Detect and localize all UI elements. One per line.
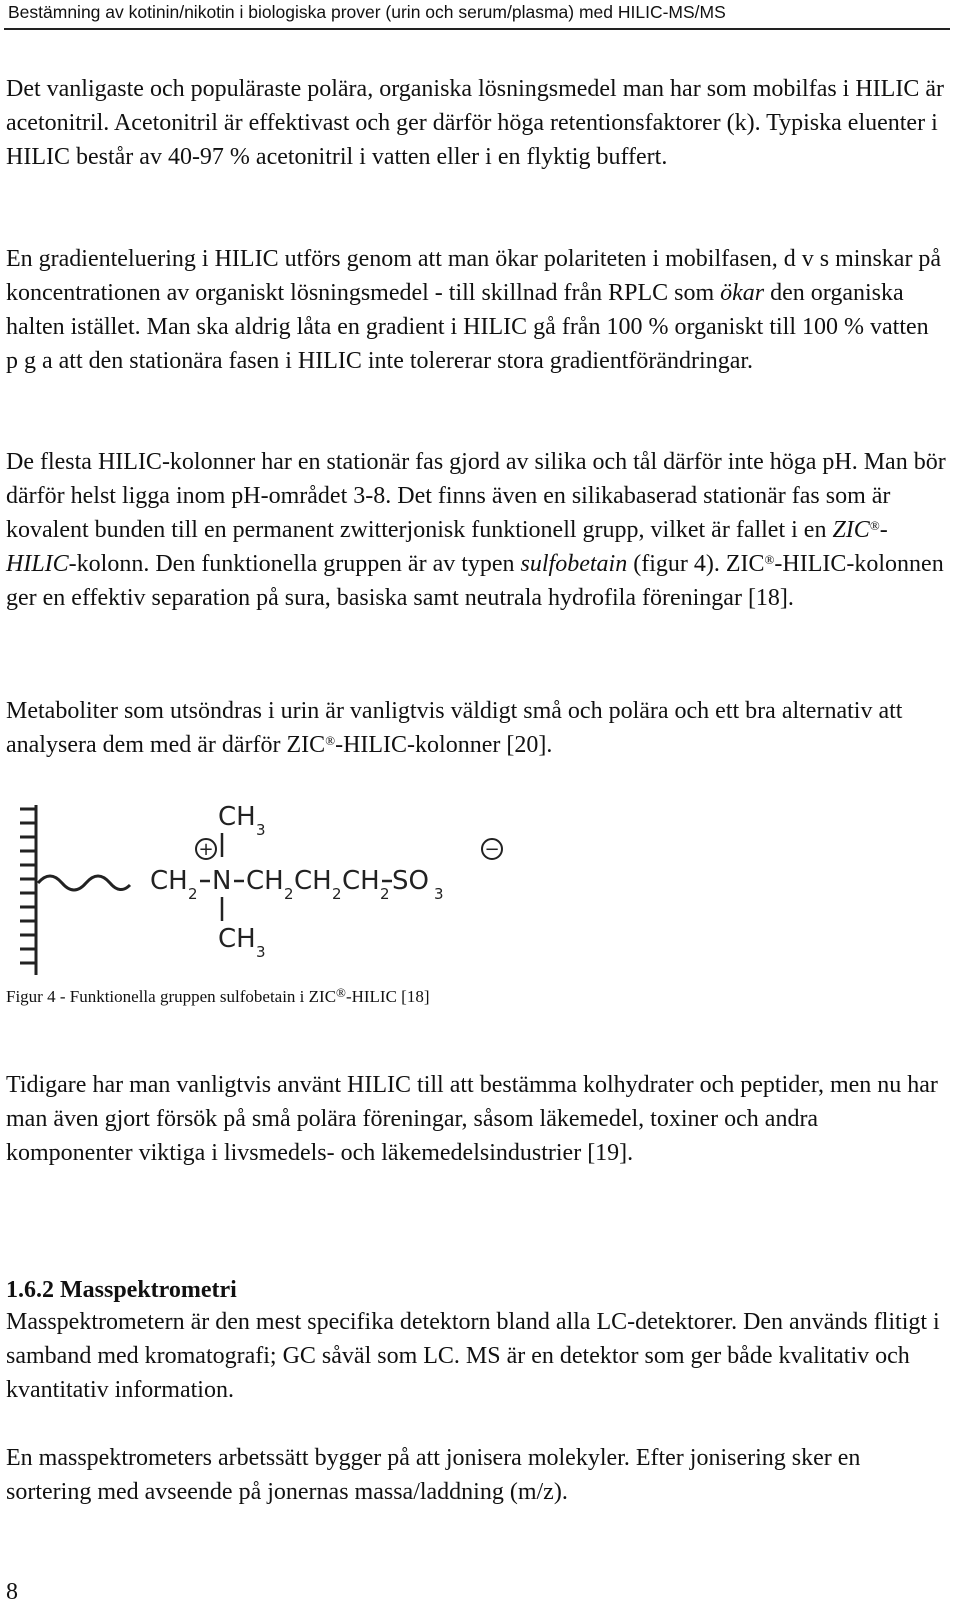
page-number: 8 <box>6 1579 18 1605</box>
atom-ch2-2-sub: 2 <box>284 885 294 903</box>
running-header: Bestämning av kotinin/nikotin i biologiska prover (urin och serum/plasma) med HILIC-MS/MS <box>8 2 726 22</box>
svg-text:−: − <box>484 839 500 860</box>
atom-ch2-1: CH <box>150 866 188 896</box>
positive-charge-icon <box>196 839 216 860</box>
atom-ch2-4: CH <box>342 866 380 896</box>
paragraph-hilic-columns: De flesta HILIC-kolonner har en stationär fas gjord av silika och tål därför inte höga pH. Man bör därför helst ligga inom pH-området 3-8. Det finns även en silikabaserad stationär fas som är kovalent bunden till en permanent zwitterjonisk funktionell grupp, vilket är fallet i en ZIC®-HILIC-kolonn. Den funktionella gruppen är av typen sulfobetain (figur 4). ZIC®-HILIC-kolonnen ger en effektiv separation på sura, basiska samt neutrala hydrofila föreningar [18]. <box>6 449 946 611</box>
paragraph-mass-spec-intro: Masspektrometern är den mest specifika detektorn bland alla LC-detektorer. Den används flitigt i samband med kromatografi; GC såväl som LC. MS är en detektor som ger både kvalitativ och kvantitativ information. <box>6 1309 940 1403</box>
atom-ch3-top-sub: 3 <box>256 821 266 839</box>
atom-ch3-bottom: CH <box>218 924 256 954</box>
paragraph-ionisation: En masspektrometers arbetssätt bygger på att jonisera molekyler. Efter jonisering sker en sortering med avseende på jonernas massa/laddning (m/z). <box>6 1445 861 1505</box>
atom-so3: SO <box>392 866 429 896</box>
atom-ch2-1-sub: 2 <box>188 885 198 903</box>
section-heading: 1.6.2 Masspektrometri <box>6 1277 237 1303</box>
atom-ch2-2: CH <box>246 866 284 896</box>
paragraph-hilic-history: Tidigare har man vanligtvis använt HILIC till att bestämma kolhydrater och peptider, men nu har man även gjort försök på små polära föreningar, såsom läkemedel, toxiner och andra komponenter viktiga i livsmedels- och läkemedelsindustrier [19]. <box>6 1072 938 1166</box>
linker-wavy-bond <box>38 876 130 890</box>
atom-ch2-3-sub: 2 <box>332 885 342 903</box>
structure-atoms <box>150 805 444 961</box>
paragraph-mobile-phase: Det vanligaste och populäraste polära, organiska lösningsmedel man har som mobilfas i HILIC är acetonitril. Acetonitril är effektivast och ger därför höga retentionsfaktorer (k). Typiska eluenter i HILIC består av 40-97 % acetonitril i vatten eller i en flyktig buffert. <box>6 76 944 170</box>
sulfobetaine-structure-figure <box>20 805 540 975</box>
svg-text:+: + <box>198 839 214 860</box>
header-rule <box>4 28 950 30</box>
figure-caption: Figur 4 - Funktionella gruppen sulfobetain i ZIC®-HILIC [18] <box>6 985 430 1006</box>
atom-ch3-top: CH <box>218 805 256 832</box>
paragraph-gradient-elution: En gradienteluering i HILIC utförs genom att man ökar polariteten i mobilfasen, d v s minskar på koncentrationen av organiskt lösningsmedel - till skillnad från RPLC som ökar den organiska halten istället. Man ska aldrig låta en gradient i HILIC gå från 100 % organiskt till 100 % vatten p g a att den stationära fasen i HILIC inte tolererar stora gradientförändringar. <box>6 246 942 374</box>
atom-nitrogen: N <box>212 866 232 896</box>
atom-ch2-4-sub: 2 <box>380 885 390 903</box>
atom-ch3-bottom-sub: 3 <box>256 943 266 961</box>
paragraph-metabolites: Metaboliter som utsöndras i urin är vanligtvis väldigt små och polära och ett bra alternativ att analysera dem med är därför ZIC®-HILIC-kolonner [20]. <box>6 698 903 758</box>
atom-ch2-3: CH <box>294 866 332 896</box>
negative-charge-icon <box>482 839 502 860</box>
silica-surface-hatch <box>20 805 36 975</box>
atom-so3-sub: 3 <box>434 885 444 903</box>
